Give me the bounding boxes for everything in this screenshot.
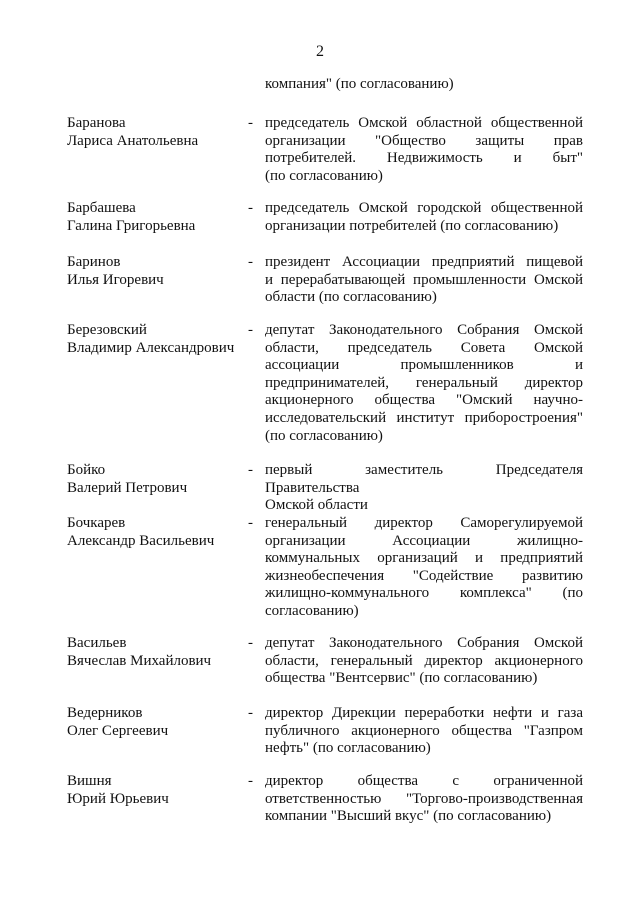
member-role [265, 462, 583, 515]
role-line: общества "Вентсервис" (по согласованию) [265, 670, 538, 687]
role-line: компании "Высший вкус" (по согласованию) [265, 808, 552, 825]
member-role [265, 322, 583, 445]
role-line: (по согласованию) [265, 427, 383, 444]
role-line: организации потребителей (по согласованию) [265, 217, 559, 234]
member-dash: - [248, 254, 253, 270]
role-line: председатель Омской областной общественной [265, 115, 583, 131]
role-line: депутат Законодательного Собрания Омской [265, 322, 583, 338]
role-line: предпринимателей, генеральный директор [265, 374, 583, 391]
page-number: 2 [316, 43, 324, 60]
member-surname: Васильев [67, 635, 127, 651]
member-given-names: Валерий Петрович [67, 479, 188, 496]
member-surname: Вишня [67, 773, 112, 789]
role-line: Омской области [265, 497, 368, 514]
member-given-names: Александр Васильевич [67, 532, 215, 549]
role-line: жилищно-коммунального комплекса" (по [265, 585, 583, 602]
member-dash: - [248, 515, 253, 531]
member-role [265, 115, 583, 185]
member-dash: - [248, 635, 253, 651]
member-name [67, 635, 247, 670]
member-name [67, 515, 247, 550]
role-line: первый заместитель Председателя Правительства [265, 462, 583, 496]
member-role [265, 254, 583, 307]
member-name [67, 322, 247, 357]
member-surname: Барбашева [67, 200, 136, 216]
member-given-names: Владимир Александрович [67, 339, 235, 356]
role-line: ответственностью "Торгово-производственная [265, 790, 583, 807]
role-line: директор общества с ограниченной [265, 773, 583, 789]
role-line: потребителей. Недвижимость и быт" [265, 150, 583, 167]
member-role [265, 705, 583, 758]
member-role [265, 635, 583, 688]
role-line: директор Дирекции переработки нефти и газа [265, 705, 583, 721]
member-name [67, 462, 247, 497]
member-dash: - [248, 705, 253, 721]
role-line: исследовательский институт приборостроения" [265, 409, 583, 426]
role-line: ассоциации промышленников и [265, 357, 583, 374]
member-name [67, 254, 247, 289]
role-line: председатель Омской городской общественной [265, 200, 583, 216]
member-given-names: Лариса Анатольевна [67, 132, 199, 149]
role-line: жизнеобеспечения "Содействие развитию [265, 567, 583, 584]
member-name [67, 115, 247, 150]
member-surname: Березовский [67, 322, 147, 338]
member-dash: - [248, 322, 253, 338]
role-line: коммунальных организаций и предприятий [265, 550, 583, 567]
member-given-names: Олег Сергеевич [67, 722, 169, 739]
role-line: области, председатель Совета Омской [265, 339, 583, 356]
role-line: организации Ассоциации жилищно- [265, 532, 583, 549]
member-name [67, 705, 247, 740]
role-line: организации "Общество защиты прав [265, 132, 583, 149]
member-dash: - [248, 773, 253, 789]
member-surname: Баранова [67, 115, 126, 131]
member-given-names: Илья Игоревич [67, 271, 164, 288]
member-role [265, 515, 583, 621]
role-line: области, генеральный директор акционерного [265, 652, 583, 669]
role-line: депутат Законодательного Собрания Омской [265, 635, 583, 651]
member-name [67, 200, 247, 235]
member-dash: - [248, 462, 253, 478]
continuation-text: компания" (по согласованию) [265, 76, 454, 92]
member-surname: Баринов [67, 254, 121, 270]
role-line: нефть" (по согласованию) [265, 740, 431, 757]
role-line: президент Ассоциации предприятий пищевой [265, 254, 583, 270]
member-dash: - [248, 115, 253, 131]
member-surname: Бочкарев [67, 515, 126, 531]
member-given-names: Юрий Юрьевич [67, 790, 169, 807]
member-surname: Ведерников [67, 705, 143, 721]
role-line: и перерабатывающей промышленности Омской [265, 271, 583, 288]
role-line: (по согласованию) [265, 167, 383, 184]
member-given-names: Вячеслав Михайлович [67, 652, 212, 669]
member-role [265, 773, 583, 826]
member-dash: - [248, 200, 253, 216]
role-line: согласованию) [265, 602, 359, 619]
role-line: акционерного общества "Омский научно- [265, 392, 583, 409]
role-line: области (по согласованию) [265, 289, 437, 306]
member-given-names: Галина Григорьевна [67, 217, 196, 234]
role-line: публичного акционерного общества "Газпром [265, 722, 583, 739]
member-name [67, 773, 247, 808]
member-role [265, 200, 583, 235]
member-surname: Бойко [67, 462, 106, 478]
role-line: генеральный директор Саморегулируемой [265, 515, 583, 531]
